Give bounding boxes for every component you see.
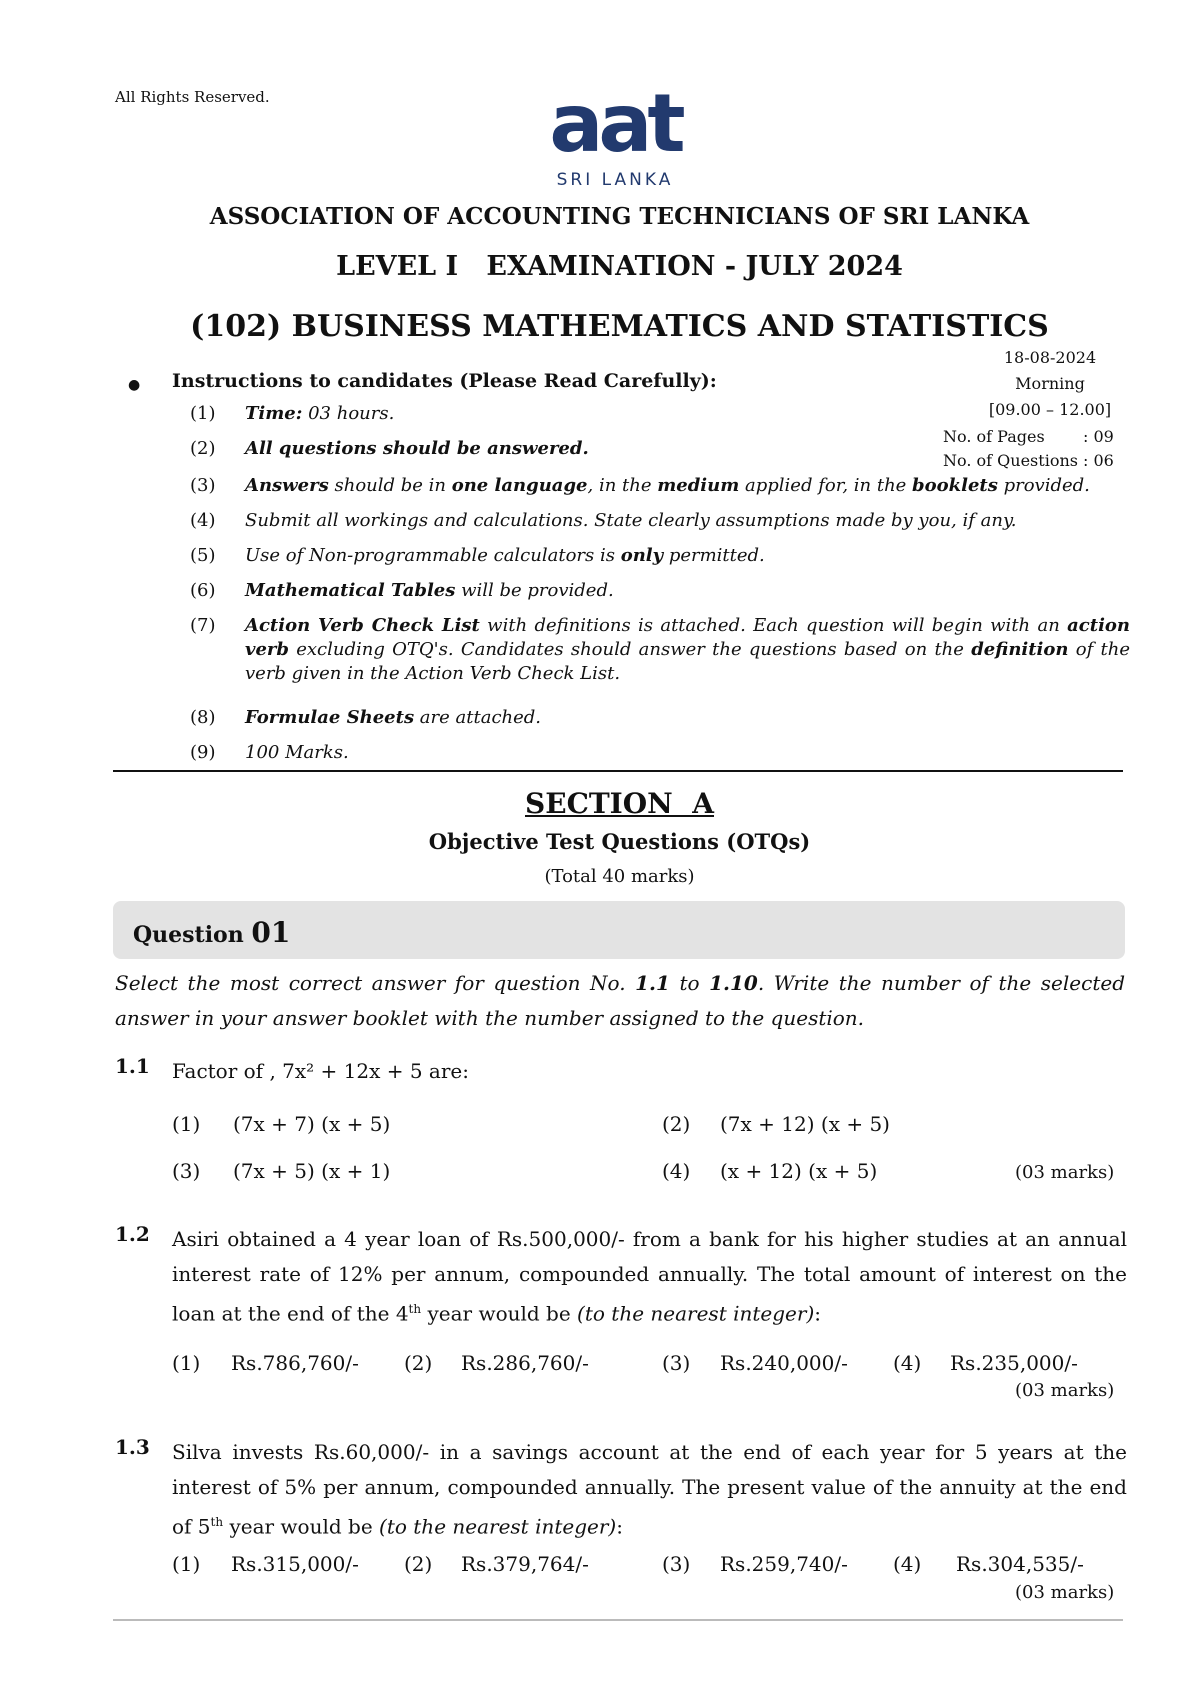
- option-number: (4): [893, 1552, 922, 1576]
- exam-session: Morning: [1015, 374, 1085, 393]
- question-number-1-2: 1.2: [115, 1222, 150, 1246]
- section-subtitle: Objective Test Questions (OTQs): [428, 829, 811, 854]
- exam-level-title: LEVEL I EXAMINATION - JULY 2024: [336, 251, 903, 282]
- instruction-item: (1) Time: 03 hours.: [190, 403, 395, 424]
- option-number: (3): [662, 1552, 691, 1576]
- instruction-item: (9) 100 Marks.: [190, 742, 349, 763]
- question-number: 01: [251, 916, 291, 949]
- option-number: (3): [172, 1159, 201, 1183]
- section-title: SECTION A: [525, 787, 714, 820]
- questions-value: : 06: [1083, 451, 1114, 470]
- exam-date: 18-08-2024: [1003, 348, 1097, 367]
- section-divider: [113, 770, 1123, 772]
- question-label: Question 01: [133, 916, 291, 949]
- association-title: ASSOCIATION OF ACCOUNTING TECHNICIANS OF SRI LANKA: [209, 203, 1030, 230]
- option-text: (7x + 12) (x + 5): [720, 1112, 890, 1136]
- exam-time-range: [09.00 – 12.00]: [988, 400, 1112, 419]
- rights-notice: All Rights Reserved.: [115, 88, 270, 106]
- option-text: Rs.259,740/-: [720, 1552, 848, 1576]
- instruction-item: (3) Answers should be in one language, in the medium applied for, in the booklets provided.: [190, 475, 1090, 496]
- bullet-icon: ●: [128, 377, 141, 393]
- question-text-1-3: Silva invests Rs.60,000/- in a savings account at the end of each year for 5 years at the interest of 5% per annum, compounded annually. The present value of the annuity at the end of 5th year would be (to the nearest integer):: [172, 1440, 1127, 1539]
- option-number: (1): [172, 1552, 201, 1576]
- option-text: (7x + 5) (x + 1): [233, 1159, 391, 1183]
- question-instructions: Select the most correct answer for question No. 1.1 to 1.10. Write the number of the selected answer in your answer booklet with the number assigned to the question.: [115, 971, 1126, 1030]
- option-text: Rs.240,000/-: [720, 1351, 848, 1375]
- subject-title: (102) BUSINESS MATHEMATICS AND STATISTICS: [190, 309, 1049, 344]
- option-number: (2): [404, 1351, 433, 1375]
- aat-logo: [545, 77, 685, 190]
- question-number-1-1: 1.1: [115, 1054, 150, 1078]
- marks-label: (03 marks): [1015, 1380, 1115, 1401]
- footer-divider: [113, 1619, 1123, 1621]
- question-text-1-2: Asiri obtained a 4 year loan of Rs.500,000/- from a bank for his higher studies at an annual interest rate of 12% per annum, compounded annually. The total amount of interest on the loan at the end of the 4th year would be (to the nearest integer):: [172, 1227, 1127, 1326]
- section-total-marks: (Total 40 marks): [544, 866, 695, 887]
- instruction-item: (8) Formulae Sheets are attached.: [190, 707, 542, 728]
- questions-label: No. of Questions: [943, 451, 1078, 470]
- option-number: (2): [662, 1112, 691, 1136]
- pages-label: No. of Pages: [943, 427, 1045, 446]
- option-number: (3): [662, 1351, 691, 1375]
- logo-subtitle: SRI LANKA: [556, 170, 674, 190]
- instruction-item: (4) Submit all workings and calculations. State clearly assumptions made by you, if any.: [190, 510, 1017, 531]
- option-number: (1): [172, 1112, 201, 1136]
- instruction-item: (7) Action Verb Check List with definitions is attached. Each question will begin with an action verb excluding OTQ's. Candidates should answer the questions based on the definition of the verb given in the Action Verb Check List.: [190, 615, 1130, 684]
- question-header-box: [113, 901, 1125, 959]
- option-number: (1): [172, 1351, 201, 1375]
- question-text-1-1: Factor of , 7x² + 12x + 5 are:: [172, 1059, 469, 1083]
- option-text: Rs.315,000/-: [231, 1552, 359, 1576]
- option-number: (4): [893, 1351, 922, 1375]
- option-text: Rs.235,000/-: [950, 1351, 1078, 1375]
- option-text: Rs.786,760/-: [231, 1351, 359, 1375]
- option-number: (4): [662, 1159, 691, 1183]
- option-text: (7x + 7) (x + 5): [233, 1112, 391, 1136]
- option-text: (x + 12) (x + 5): [720, 1159, 878, 1183]
- pages-value: : 09: [1083, 427, 1114, 446]
- option-text: Rs.286,760/-: [461, 1351, 589, 1375]
- option-text: Rs.379,764/-: [461, 1552, 589, 1576]
- instructions-heading: Instructions to candidates (Please Read Carefully):: [172, 370, 717, 392]
- logo-wordmark: aat: [549, 77, 681, 170]
- instruction-item: (5) Use of Non-programmable calculators is only permitted.: [190, 545, 765, 566]
- option-number: (2): [404, 1552, 433, 1576]
- instruction-item: (2) All questions should be answered.: [190, 438, 589, 459]
- question-number-1-3: 1.3: [115, 1435, 150, 1459]
- marks-label: (03 marks): [1015, 1582, 1115, 1603]
- instruction-item: (6) Mathematical Tables will be provided.: [190, 580, 614, 601]
- marks-label: (03 marks): [1015, 1162, 1115, 1183]
- option-text: Rs.304,535/-: [956, 1552, 1084, 1576]
